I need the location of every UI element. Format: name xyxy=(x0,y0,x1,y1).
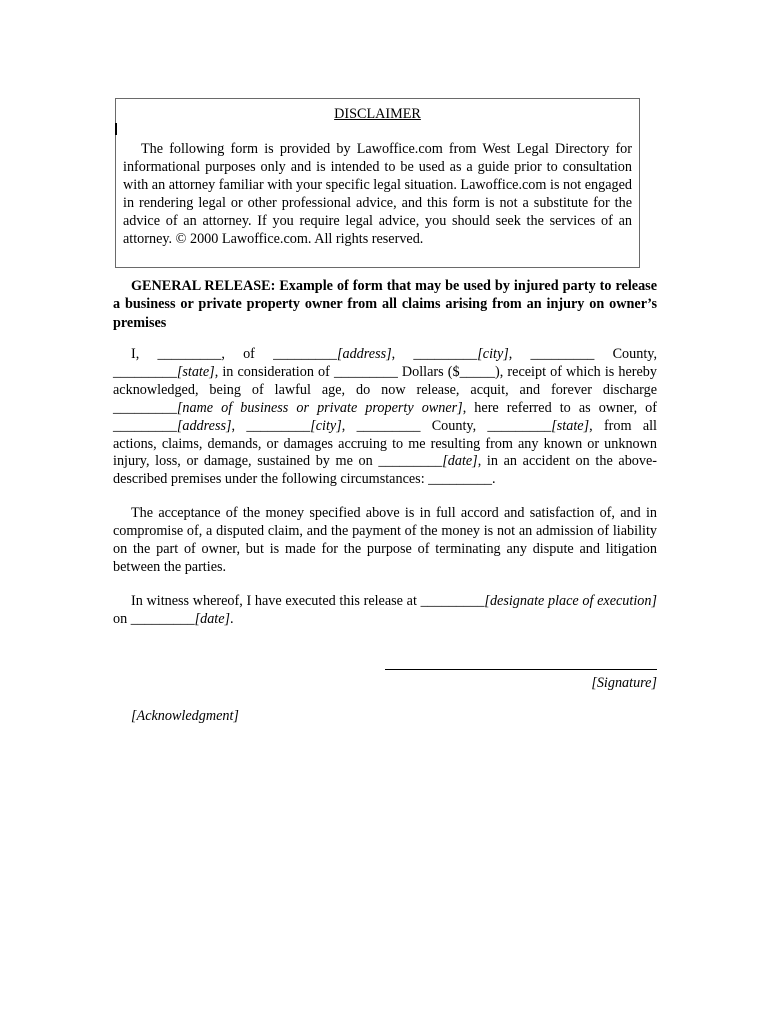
acknowledgment-label: [Acknowledgment] xyxy=(131,708,239,724)
text-run: , in an accident on the above-described premises under the following circumstances: _________. xyxy=(113,453,657,488)
disclaimer-body: The following form is provided by Lawoffice.com from West Legal Directory for informational purposes only and is intended to be used as a guide prior to consultation with an attorney familiar with your specific legal situation. Lawoffice.com is not engaged in rendering legal or other professional advice, and this form is not a substitute for the advice of an attorney. If you require legal advice, you should seek the services of an attorney. © 2000 Lawoffice.com. All rights reserved. xyxy=(123,141,632,248)
text-run: , _________ xyxy=(391,346,478,362)
text-run: , _________ County, _________ xyxy=(113,346,658,380)
acceptance-paragraph: The acceptance of the money specified above is in full accord and satisfaction of, and in compromise of, a disputed claim, and the payment of the money is not an admission of liability on the part of owner, but is made for the purpose of terminating any dispute and litigation between the parties. xyxy=(113,505,657,575)
text-run: In witness whereof, I have executed this release at _________ xyxy=(131,593,485,609)
disclaimer-box xyxy=(115,98,640,268)
text-run: . xyxy=(230,611,234,627)
placeholder-city: [city] xyxy=(310,417,342,434)
placeholder-place: [designate place of execution] xyxy=(484,593,657,609)
signature-label: [Signature] xyxy=(591,675,657,691)
placeholder-date: [date] xyxy=(194,611,231,627)
placeholder-address: [address] xyxy=(336,346,392,362)
signature-line xyxy=(385,669,657,670)
text-run: , _________ xyxy=(231,417,311,434)
text-run: on _________ xyxy=(113,611,195,627)
release-paragraph xyxy=(113,346,657,489)
placeholder-state: [state] xyxy=(176,363,215,380)
text-run: , from all actions, claims, demands, or damages accruing to me resulting from any known or unknown injury, loss, or damage, sustained by me on _________ xyxy=(113,417,658,470)
placeholder-state: [state] xyxy=(551,417,590,434)
disclaimer-title: DISCLAIMER xyxy=(334,106,421,122)
text-run: , _________ County, _________ xyxy=(341,417,552,434)
margin-mark xyxy=(115,123,117,135)
placeholder-city: [city] xyxy=(477,346,509,362)
witness-paragraph xyxy=(113,592,657,628)
placeholder-date: [date] xyxy=(442,453,478,470)
text-run: I, _________, of _________ xyxy=(131,346,337,362)
placeholder-business-name: [name of business or private property owner] xyxy=(176,399,463,416)
placeholder-address: [address] xyxy=(176,417,232,434)
release-heading: GENERAL RELEASE: Example of form that may be used by injured party to release a business or private property owner from all claims arising from an injury on owner’s premises xyxy=(113,278,657,331)
text-run: , in consideration of _________ Dollars ($_____), receipt of which is hereby acknowledged, being of lawful age, do now release, acquit, and forever discharge _________ xyxy=(113,363,657,416)
text-run: , here referred to as owner, of _________ xyxy=(113,399,658,434)
